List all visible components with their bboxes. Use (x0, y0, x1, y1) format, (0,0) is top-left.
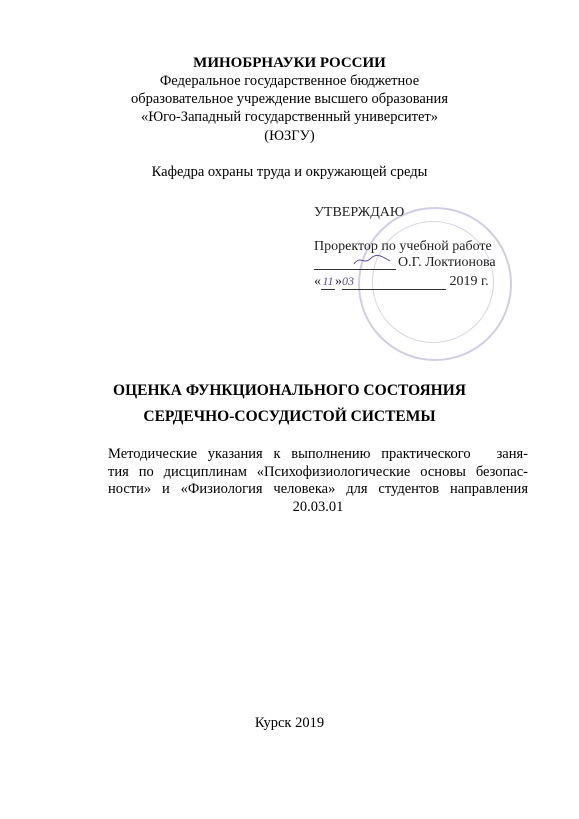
organization-line-1: Федеральное государственное бюджетное (159, 73, 420, 89)
description-line-1b: заня- (496, 446, 528, 462)
signature-line (314, 269, 396, 270)
description-line-4: 20.03.01 (292, 498, 344, 515)
description-line-3: ности» и «Физиология человека» для студентов направления (108, 481, 528, 497)
approval-block (300, 195, 565, 355)
organization-line-3: «Юго-Западный государственный университет» (140, 109, 439, 125)
date-month: 03 (342, 273, 446, 290)
approver-name: О.Г. Локтионова (398, 255, 496, 270)
ministry-name: МИНОБРНАУКИ РОССИИ (193, 55, 386, 71)
approval-date (314, 273, 489, 290)
department-name: Кафедра охраны труда и окружающей среды (151, 164, 428, 180)
date-day: 11 (322, 274, 334, 288)
description-line-1 (108, 446, 528, 464)
document-description (108, 446, 528, 516)
city-year: Курск 2019 (254, 715, 325, 731)
approval-heading: УТВЕРЖДАЮ (314, 205, 405, 220)
organization-line-2: образовательное учреждение высшего образования (130, 91, 448, 107)
description-line-2: тия по дисциплинам «Психофизиологические основы безопас- (108, 463, 528, 480)
signature-mark (352, 253, 392, 267)
description-line-1a: Методические указания к выполнению практического (108, 446, 471, 462)
date-quote-open: « (314, 274, 321, 289)
organization-abbreviation: (ЮЗГУ) (264, 128, 315, 144)
document-title-line-2: СЕРДЕЧНО-СОСУДИСТОЙ СИСТЕМЫ (143, 408, 436, 425)
document-title-line-1: ОЦЕНКА ФУНКЦИОНАЛЬНОГО СОСТОЯНИЯ (113, 382, 466, 399)
approver-position: Проректор по учебной работе (314, 239, 492, 254)
date-year: 2019 г. (449, 274, 489, 289)
date-quote-close: » (335, 274, 342, 289)
